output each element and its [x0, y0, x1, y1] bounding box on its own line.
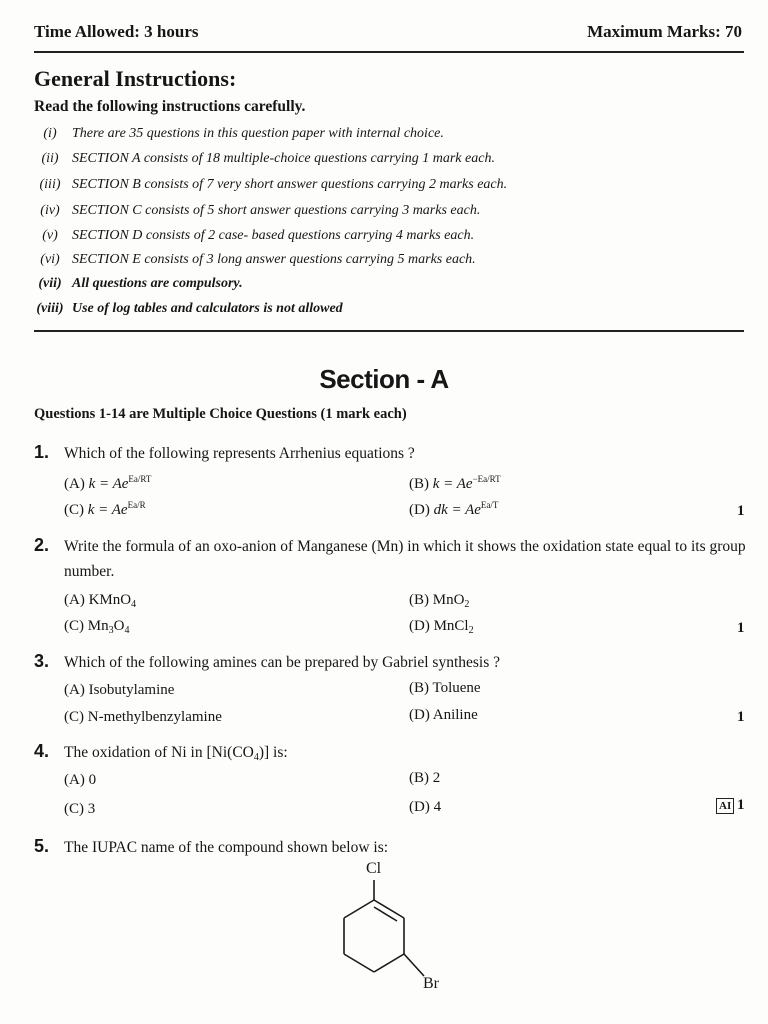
option-d: (D) Aniline [409, 707, 478, 723]
header-divider [34, 51, 744, 53]
question-number: 1. [34, 442, 50, 462]
instruction-text: SECTION A consists of 18 multiple-choice questions carrying 1 mark each. [72, 151, 495, 166]
option-c: (C) N-methylbenzylamine [64, 709, 222, 725]
option-formula: Mn [87, 618, 109, 634]
instruction-text: SECTION D consists of 2 case- based questions carrying 4 marks each. [72, 228, 475, 243]
double-bond [374, 907, 397, 921]
question-marks: 1 [737, 503, 745, 519]
question-text: Which of the following represents Arrhenius equations ? [64, 445, 415, 462]
instruction-text: SECTION E consists of 3 long answer questions carrying 5 marks each. [72, 252, 476, 267]
structure-label-br: Br [423, 975, 439, 992]
option-b [409, 592, 469, 610]
question-text [64, 744, 288, 763]
question-marks: 1 [737, 709, 745, 725]
section-title: Section - A [319, 364, 449, 394]
option-a: (A) 0 [64, 772, 97, 788]
instruction-text: There are 35 questions in this question paper with internal choice. [72, 126, 444, 141]
option-b: (B) 2 [409, 770, 441, 786]
maximum-marks: Maximum Marks: 70 [587, 22, 742, 41]
ring-bond [374, 954, 404, 972]
option-label: (B) [409, 476, 429, 492]
question-number: 3. [34, 651, 50, 671]
option-exponent: Ea/RT [128, 474, 152, 484]
instruction-text: All questions are compulsory. [72, 276, 243, 291]
instructions-divider [34, 330, 744, 332]
option-subscript: 4 [124, 625, 130, 636]
question-subscript: 4 [253, 752, 259, 763]
option-label: (C) [64, 618, 84, 634]
question-text-part: )] is: [258, 744, 288, 761]
question-text-part: The oxidation of Ni in [Ni(CO [64, 744, 254, 761]
option-exponent: −Ea/RT [472, 474, 501, 484]
option-label: (D) [409, 502, 430, 518]
instruction-number: (v) [42, 228, 58, 243]
bond-br [404, 954, 424, 976]
option-formula: KMnO [88, 592, 132, 608]
option-a: (A) Isobutylamine [64, 682, 175, 698]
instruction-text: SECTION B consists of 7 very short answer questions carrying 2 marks each. [72, 177, 508, 192]
option-subscript: 4 [131, 599, 137, 610]
option-formula: k = Ae [87, 502, 128, 518]
option-label: (B) [409, 592, 429, 608]
ai-tag-badge: AI [716, 798, 734, 814]
structure-label-cl: Cl [366, 860, 382, 877]
question-text: The IUPAC name of the compound shown below is: [64, 839, 389, 856]
option-formula: O [113, 618, 125, 634]
option-label: (C) [64, 502, 84, 518]
section-note: Questions 1-14 are Multiple Choice Questions (1 mark each) [34, 406, 407, 422]
option-formula: MnCl [433, 618, 469, 634]
option-d [409, 618, 474, 636]
option-formula: MnO [432, 592, 465, 608]
option-a [64, 474, 151, 493]
option-exponent: Ea/R [127, 500, 146, 510]
option-b: (B) Toluene [409, 680, 481, 696]
option-d: (D) 4 [409, 799, 442, 815]
question-number: 5. [34, 836, 50, 856]
question-number: 2. [34, 535, 50, 555]
instruction-number: (i) [43, 126, 57, 141]
instruction-number: (viii) [36, 301, 64, 316]
ring-bond [344, 900, 374, 918]
instruction-number: (ii) [41, 151, 59, 166]
instruction-number: (iv) [40, 203, 60, 218]
ring-bond [344, 954, 374, 972]
option-label: (D) [409, 618, 430, 634]
option-d [409, 500, 498, 519]
instructions-lead: Read the following instructions carefully. [34, 98, 306, 115]
option-formula: dk = Ae [433, 502, 481, 518]
option-formula: k = Ae [432, 476, 473, 492]
instruction-number: (vii) [38, 276, 62, 291]
question-text: Write the formula of an oxo-anion of Manganese (Mn) in which it shows the oxidation state equal to its group [64, 538, 746, 555]
instruction-text: SECTION C consists of 5 short answer questions carrying 3 marks each. [72, 203, 481, 218]
instructions-title: General Instructions: [34, 66, 237, 91]
instruction-number: (iii) [39, 177, 61, 192]
option-c [64, 618, 129, 636]
instruction-number: (vi) [40, 252, 60, 267]
option-subscript: 3 [108, 625, 114, 636]
instruction-text: Use of log tables and calculators is not allowed [72, 301, 343, 316]
option-subscript: 2 [464, 599, 470, 610]
option-formula: k = Ae [88, 476, 129, 492]
option-subscript: 2 [468, 625, 474, 636]
option-c: (C) 3 [64, 801, 96, 817]
question-marks: 1 [737, 797, 745, 813]
question-number: 4. [34, 741, 50, 761]
option-label: (A) [64, 476, 85, 492]
question-text: Which of the following amines can be prepared by Gabriel synthesis ? [64, 654, 501, 671]
option-a [64, 592, 136, 610]
time-allowed: Time Allowed: 3 hours [34, 22, 199, 41]
option-c [64, 500, 146, 519]
question-marks: 1 [737, 620, 745, 636]
question-text-continued: number. [64, 563, 115, 580]
option-b [409, 474, 501, 493]
option-label: (A) [64, 592, 85, 608]
option-exponent: Ea/T [480, 500, 499, 510]
